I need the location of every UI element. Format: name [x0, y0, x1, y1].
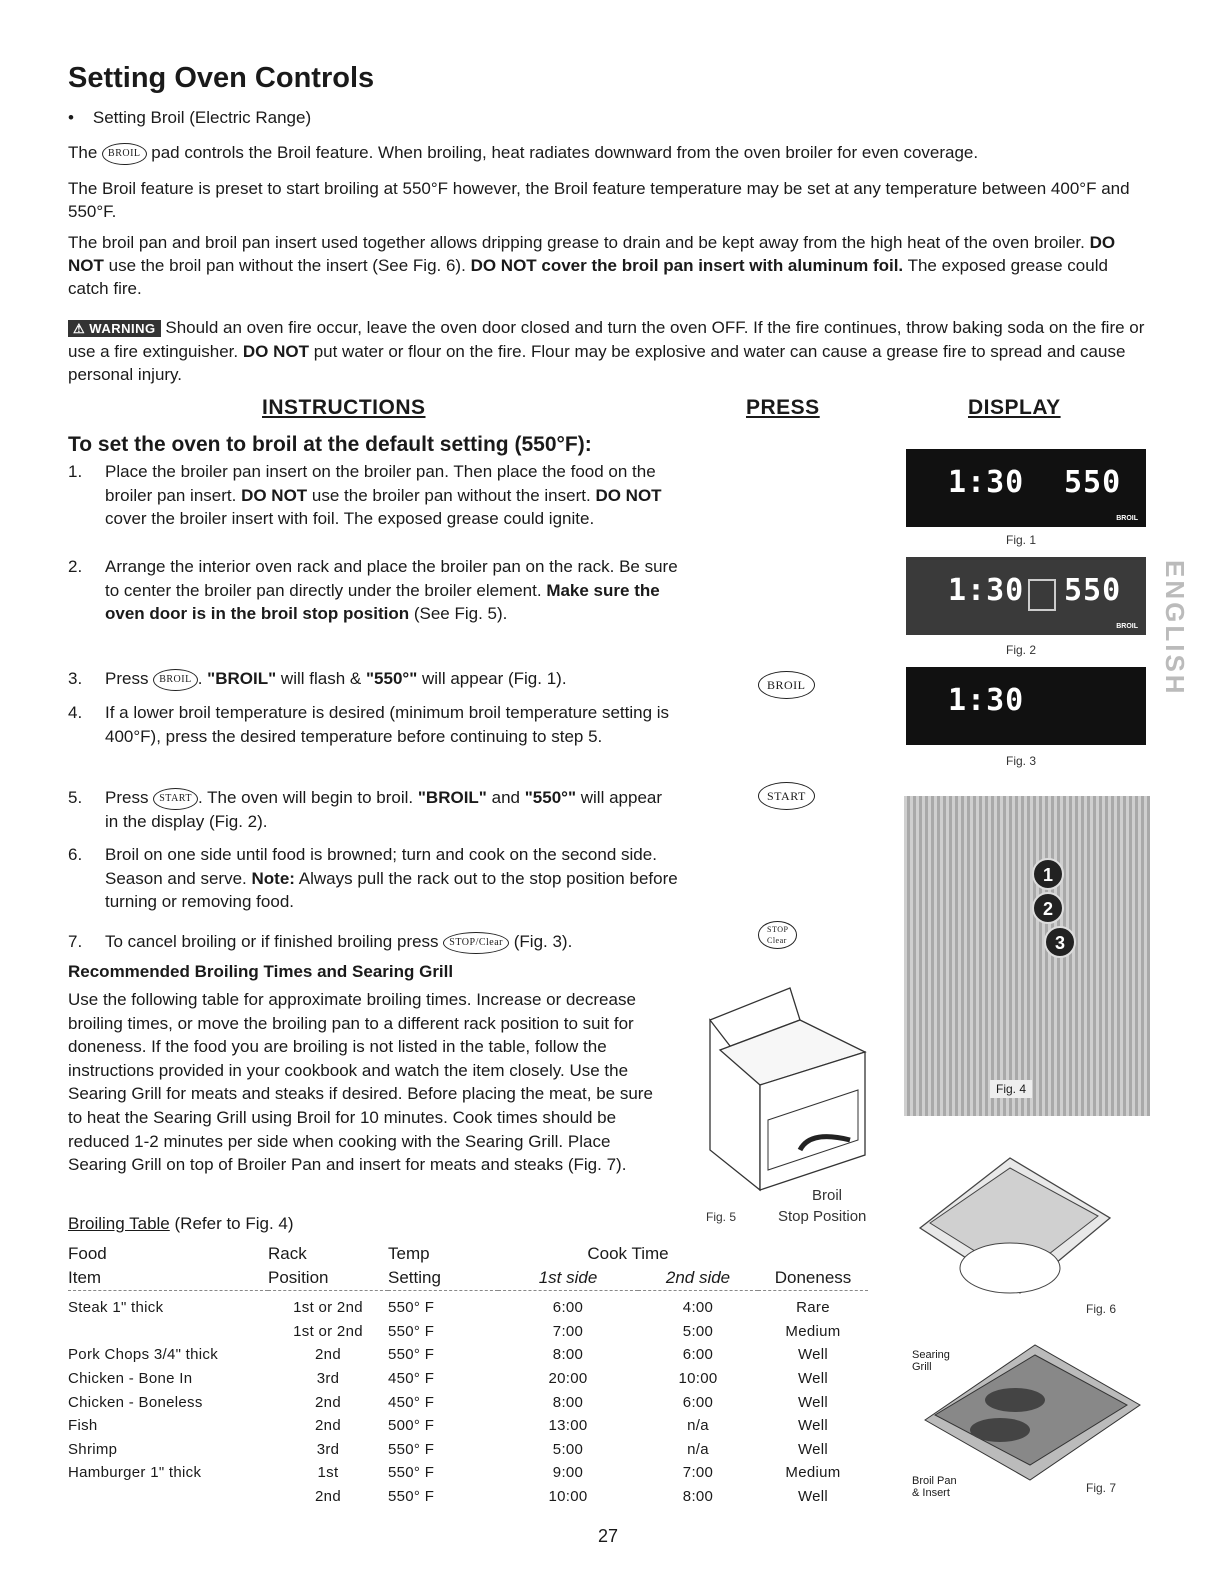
recommended-body: Use the following table for approximate broiling times. Increase or decrease broiling times, or move the broiling pan to a different rack position to suit for doneness. If the food you are broiling is not listed in the table, follow the instructions provided in your cookbook and watch the item closely. Use the Searing Grill for meats and steaks if desired. Before placing the meat, be sure to heat the Searing Grill using Broil for 10 minutes. Cook times should be reduced 1-2 minutes per side when cooking with the Searing Grill. Place Searing Grill on top of Broiler Pan and insert for meats and steaks (Fig. 7). — [68, 990, 653, 1175]
table-cell: 550° F — [388, 1322, 435, 1340]
table-cell: 8:00 — [682, 1488, 714, 1506]
table-header-row-1: Food Rack Temp Cook Time — [68, 1244, 669, 1263]
step-2: 2. Arrange the interior oven rack and place the broiler pan on the rack. Be sure to center the broiler pan directly under the broiler element. Make sure the oven door is in the broil stop position (See Fig. 5). — [68, 557, 678, 623]
start-pad-icon: START — [153, 788, 198, 810]
table-cell: 1st or 2nd — [293, 1322, 363, 1340]
table-cell: 550° F — [388, 1346, 435, 1364]
table-cell: 3rd — [316, 1370, 340, 1388]
table-cell: Well — [797, 1393, 829, 1411]
default-setting-heading: To set the oven to broil at the default setting (550°F): — [68, 433, 592, 456]
table-cell: 500° F — [388, 1417, 435, 1435]
table-cell: Medium — [785, 1322, 841, 1340]
table-cell: Well — [797, 1488, 829, 1506]
table-cell: 550° F — [388, 1464, 435, 1482]
rack-position-3: 3 — [1044, 926, 1076, 958]
display-fig3: 1:30 — [906, 667, 1146, 745]
broil-pad-icon: BROIL — [153, 669, 198, 691]
page-title: Setting Oven Controls — [68, 62, 375, 94]
page-number: 27 — [598, 1526, 619, 1546]
broil-pan-drawing — [900, 1128, 1120, 1318]
table-cell — [68, 1320, 268, 1344]
display-fig2: 1:30 550 BROIL — [906, 557, 1146, 635]
table-cell: Chicken - Bone In — [68, 1370, 193, 1388]
rack-position-1: 1 — [1032, 858, 1064, 890]
broiling-table-title: Broiling Table (Refer to Fig. 4) — [68, 1214, 294, 1233]
table-cell: 10:00 — [678, 1370, 718, 1388]
press-header: PRESS — [746, 396, 820, 419]
fig3-label: Fig. 3 — [1006, 754, 1037, 768]
table-cell: Well — [797, 1417, 829, 1435]
oven-rack-photo — [904, 796, 1150, 1116]
table-cell: 2nd — [315, 1346, 341, 1364]
table-cell: 7:00 — [552, 1322, 584, 1340]
table-cell: 550° F — [388, 1440, 435, 1458]
table-row — [68, 1438, 868, 1462]
table-cell: 5:00 — [552, 1440, 584, 1458]
table-cell: 1st — [317, 1464, 339, 1482]
table-cell: 13:00 — [548, 1417, 588, 1435]
display-header: DISPLAY — [968, 396, 1061, 419]
instructions-header: INSTRUCTIONS — [262, 396, 426, 419]
table-cell: 5:00 — [682, 1322, 714, 1340]
warning-badge: ⚠ WARNING — [68, 320, 161, 337]
table-cell: n/a — [687, 1417, 709, 1435]
table-row — [68, 1343, 868, 1367]
display-fig1: 1:30 550 BROIL — [906, 449, 1146, 527]
fig2-label: Fig. 2 — [1006, 643, 1037, 657]
table-cell: 2nd — [315, 1393, 341, 1411]
fig1-label: Fig. 1 — [1006, 533, 1037, 547]
step-5: 5. Press START . The oven will begin to broil. "BROIL" and "550°" will appear in the display (Fig. 2). — [68, 788, 663, 831]
fig5-label: Fig. 5 — [706, 1210, 737, 1224]
table-cell: 4:00 — [682, 1299, 714, 1317]
table-cell: Well — [797, 1346, 829, 1364]
fig6-label: Fig. 6 — [1086, 1302, 1117, 1316]
table-row — [68, 1461, 868, 1485]
table-cell: 550° F — [388, 1299, 435, 1317]
table-cell: 6:00 — [682, 1393, 714, 1411]
table-cell: Pork Chops 3/4" thick — [68, 1346, 219, 1364]
preset-paragraph: The Broil feature is preset to start broiling at 550°F however, the Broil feature temperature may be set at any temperature between 400°F and 550°F. — [68, 179, 1130, 221]
step-7: 7. To cancel broiling or if finished broiling press STOP/Clear (Fig. 3). — [68, 930, 678, 954]
broil-pad-paragraph: The BROIL pad controls the Broil feature. When broiling, heat radiates downward from the oven broiler for even coverage. — [68, 141, 1148, 165]
step-3: 3. Press BROIL . "BROIL" will flash & "550°" will appear (Fig. 1). — [68, 667, 678, 691]
step-1: 1. Place the broiler pan insert on the broiler pan. Then place the food on the broiler pan insert. DO NOT use the broiler pan without the insert. DO NOT cover the broiler insert with foil. The exposed grease could ignite. — [68, 462, 662, 528]
table-cell: Well — [797, 1440, 829, 1458]
broil-pad-icon: BROIL — [102, 143, 147, 165]
fig4-label: Fig. 4 — [990, 1080, 1032, 1098]
broil-pad-icon[interactable]: BROIL — [758, 671, 815, 699]
table-cell: Fish — [68, 1417, 98, 1435]
searing-grill-label: Searing Grill — [912, 1349, 950, 1373]
recommended-heading: Recommended Broiling Times and Searing Grill — [68, 962, 454, 981]
table-header-row-2: Item Position Setting 1st side 2nd side Doneness — [68, 1267, 852, 1287]
table-cell: 1st or 2nd — [293, 1299, 363, 1317]
table-cell: Shrimp — [68, 1440, 118, 1458]
table-cell: n/a — [687, 1440, 709, 1458]
table-cell: Medium — [785, 1464, 841, 1482]
table-cell: Steak 1" thick — [68, 1299, 164, 1317]
table-cell: 20:00 — [548, 1370, 588, 1388]
broil-pan-paragraph: The broil pan and broil pan insert used together allows dripping grease to drain and be kept away from the high heat of the oven broiler. DO NOT use the broil pan without the insert (See Fig. 6). DO NOT cover the broil pan insert with aluminum foil. The exposed grease could catch fire. — [68, 233, 1116, 298]
table-cell: Chicken - Boneless — [68, 1393, 203, 1411]
table-cell: 450° F — [388, 1393, 435, 1411]
table-cell: 6:00 — [552, 1299, 584, 1317]
table-cell: 8:00 — [552, 1346, 584, 1364]
table-cell: Rare — [796, 1299, 830, 1317]
table-cell: Hamburger 1" thick — [68, 1464, 202, 1482]
broiling-table — [68, 1242, 868, 1508]
table-row — [68, 1390, 868, 1414]
fig7-label: Fig. 7 — [1086, 1481, 1117, 1495]
table-cell: 10:00 — [548, 1488, 588, 1506]
table-cell: 6:00 — [682, 1346, 714, 1364]
fig5-caption-2: Stop Position — [778, 1208, 867, 1225]
stop-clear-pad-icon[interactable]: STOP Clear — [758, 921, 797, 949]
start-pad-icon[interactable]: START — [758, 782, 815, 810]
table-cell: 550° F — [388, 1488, 435, 1506]
table-cell: 2nd — [315, 1417, 341, 1435]
table-cell: 7:00 — [682, 1464, 714, 1482]
table-row — [68, 1485, 868, 1509]
stop-clear-pad-icon: STOP/Clear — [443, 932, 509, 954]
warning-paragraph: ⚠ WARNING Should an oven fire occur, leave the oven door closed and turn the oven OFF. If the fire continues, throw baking soda on the fire or use a fire extinguisher. DO NOT put water or flour on the fire. Flour may be explosive and water can cause a grease fire to spread and cause personal injury. — [68, 318, 1145, 384]
broil-pan-insert-label: Broil Pan & Insert — [912, 1475, 957, 1499]
fig5-caption-1: Broil — [812, 1187, 843, 1204]
rack-position-2: 2 — [1032, 892, 1064, 924]
step-4: 4. If a lower broil temperature is desired (minimum broil temperature setting is 400°F), press the desired temperature before continuing to step 5. — [68, 703, 670, 746]
table-row — [68, 1367, 868, 1391]
table-cell: 8:00 — [552, 1393, 584, 1411]
table-cell: 2nd — [315, 1488, 341, 1506]
table-cell — [68, 1485, 268, 1509]
table-cell: 450° F — [388, 1370, 435, 1388]
table-row — [68, 1414, 868, 1438]
table-row — [68, 1320, 868, 1344]
language-sidebar: ENGLISH — [1160, 560, 1190, 697]
section-bullet: • Setting Broil (Electric Range) — [68, 108, 312, 127]
table-cell: 3rd — [316, 1440, 340, 1458]
range-broil-stop-drawing — [700, 980, 900, 1200]
step-6: 6. Broil on one side until food is browned; turn and cook on the second side. Season and serve. Note: Always pull the rack out to the stop position before turning or removing food. — [68, 845, 678, 911]
table-cell: 9:00 — [552, 1464, 584, 1482]
table-cell: Well — [797, 1370, 829, 1388]
table-row — [68, 1296, 868, 1320]
